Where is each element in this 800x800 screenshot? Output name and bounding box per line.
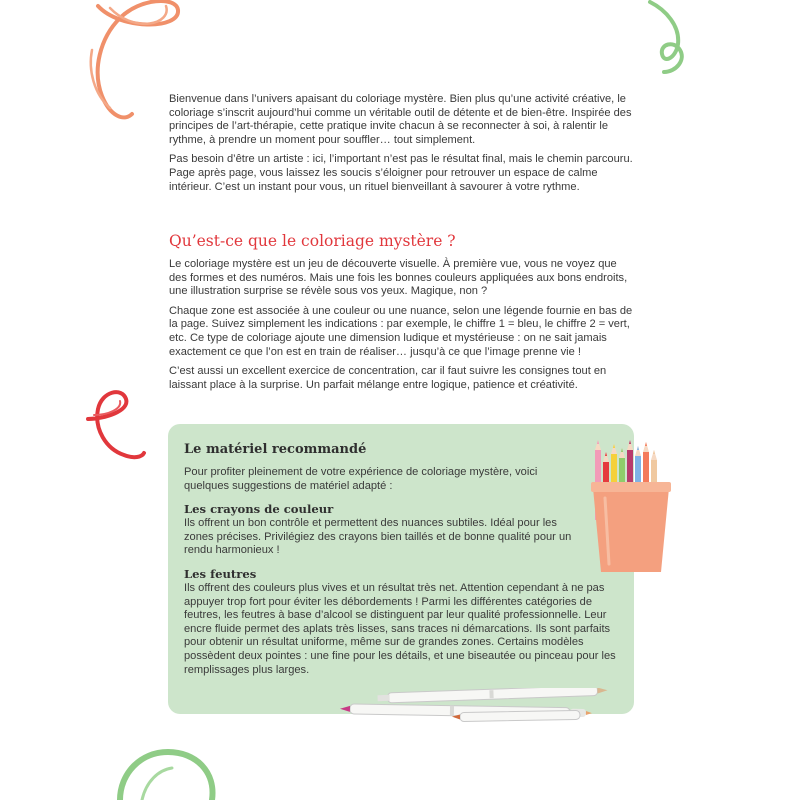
feutres-title: Les feutres [184, 566, 257, 581]
intro-paragraph: Pas besoin d’être un artiste : ici, l’important n’est pas le résultat final, mais le chemin parcouru. Page après page, vous laissez les soucis s’éloigner pour retrouver un espace de calme intérieur. C’est un instant pour vous, un rituel bienveillant à savourer à votre rythme. [169, 153, 633, 193]
feutres-text: Ils offrent des couleurs plus vives et un résultat très net. Attention cependant à ne pas appuyer trop fort pour éviter les débordements ! Parmi les différentes catégories de feutres, les feutres à base d’alcool se distinguent par leur qualité professionnelle. Leur encre fluide permet des aplats très lisses, sans traces ni démarcations. Ils sont parfaits pour obtenir un résultat uniforme, même sur de grandes zones. Certains modèles possèdent deux pointes : une fine pour les détails, et une biseautée ou pinceau pour les remplissages plus larges. [184, 581, 616, 676]
section-paragraph: Le coloriage mystère est un jeu de découverte visuelle. À première vue, vous ne voyez que des formes et des numéros. Mais une fois les bonnes couleurs appliquées aux bons endroits, une illustration surprise se révèle sous vos yeux. Magique, non ? [169, 258, 628, 298]
intro-text [169, 93, 637, 194]
green-swirl-top-right-decoration [640, 0, 700, 80]
crayons-title: Les crayons de couleur [184, 502, 334, 517]
section-paragraph: Chaque zone est associée à une couleur ou une nuance, selon une légende fournie en bas de la page. Suivez simplement les indications : par exemple, le chiffre 1 = bleu, le chiffre 2 = vert, etc. Ce type de coloriage ajoute une dimension ludique et mystérieuse : on ne sait jamais exactement ce que l’on est en train de réaliser… jusqu’à ce que l’image prenne vie ! [169, 304, 633, 358]
section-paragraph: C’est aussi un excellent exercice de concentration, car il faut suivre les consignes tout en laissant place à la surprise. Un parfait mélange entre logique, patience et créativité. [169, 365, 607, 391]
card-intro: Pour profiter pleinement de votre expérience de coloriage mystère, voici quelques suggestions de matériel adapté : [184, 466, 538, 492]
section-title: Qu’est-ce que le coloriage mystère ? [169, 232, 456, 250]
crayons-text: Ils offrent un bon contrôle et permettent des nuances subtiles. Idéal pour les zones précises. Privilégiez des crayons bien taillés et de bonne qualité pour un rendu harmonieux ! [184, 517, 572, 557]
materials-card [168, 424, 634, 714]
section-what-is [169, 232, 637, 392]
red-swirl-decoration [84, 385, 152, 465]
card-title: Le matériel recommandé [184, 442, 367, 457]
intro-paragraph: Bienvenue dans l’univers apaisant du coloriage mystère. Bien plus qu’une activité créative, le coloriage s’inscrit aujourd’hui comme un véritable outil de détente et de bien-être. Inspirée des principes de l’art-thérapie, cette pratique invite chacun à se reconnecter à soi, à ralentir le rythme, à prendre un moment pour souffler… tout simplement. [169, 93, 632, 146]
green-swirl-bottom-left-decoration [112, 738, 232, 800]
